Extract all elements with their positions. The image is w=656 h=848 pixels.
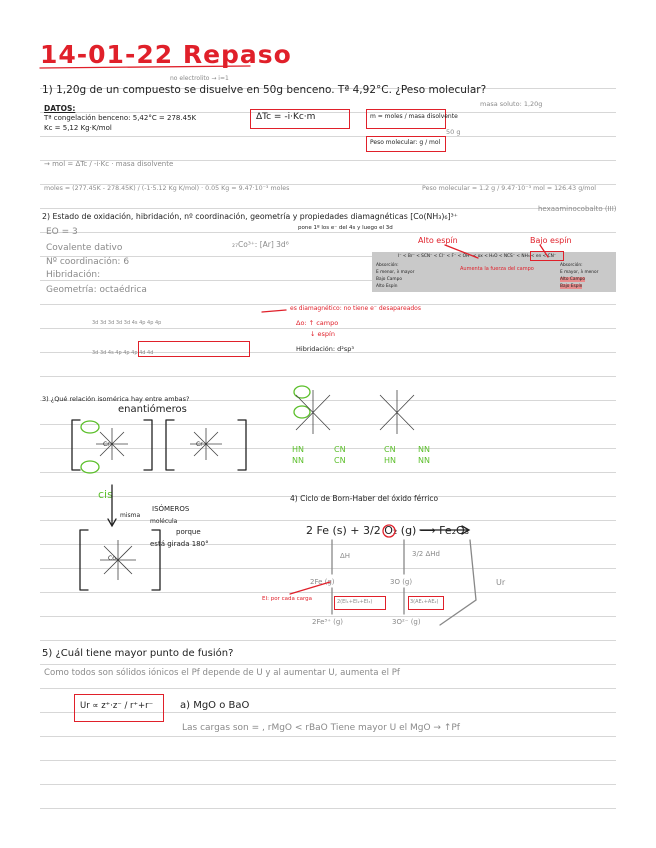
- q4-reaction: 2 Fe (s) + 3/2 O₂ (g) ⟶ Fe₂O₃: [306, 524, 470, 537]
- q4-fe-gas: 2Fe (g): [310, 578, 335, 586]
- title-underline: [40, 66, 250, 68]
- orbital-row-1: 3d 3d 3d 3d 3d 4s 4p 4p 4p: [92, 320, 162, 326]
- q4-ae-sum: 3(AE₁+AE₂): [410, 599, 439, 605]
- q2-hibridacion: Hibridación:: [46, 270, 101, 280]
- q1-pm-line: Peso molecular = 1.2 g / 9.47·10⁻³ mol = 126.43 g/mol: [422, 185, 597, 192]
- ligand-cn-2: CN: [334, 456, 346, 465]
- left-list-4: Alto Espín: [376, 284, 398, 289]
- left-list-2: E menor, λ mayor: [376, 270, 415, 275]
- green-circle-1: [81, 421, 99, 433]
- delta-2: ↓ espín: [310, 330, 335, 338]
- q4-o2: 3O²⁻ (g): [392, 618, 421, 626]
- ligand-nn-3: NN: [418, 456, 430, 465]
- q4-fe3: 2Fe³⁺ (g): [312, 618, 344, 626]
- right-list-3: Alto Campo: [560, 277, 585, 282]
- bracket-right-1: [144, 420, 152, 470]
- isomers-label: ISÓMEROS: [152, 505, 190, 513]
- porque-label: porque: [176, 528, 201, 536]
- config-arrow: [262, 310, 286, 312]
- left-list-1: Absorción:: [376, 263, 399, 268]
- bracket-right-2: [238, 420, 246, 470]
- octahedron-1: [96, 428, 128, 460]
- octahedron-3: [100, 540, 136, 580]
- right-list-4: Bajo Espín: [560, 284, 583, 289]
- green-circle-3: [294, 386, 310, 398]
- q4-o-gas: 3O (g): [390, 578, 413, 586]
- q1-moles-line: moles = (277.45K - 278.45K) / (-1·5.12 Kg K/mol) · 0.05 Kg = 9.47·10⁻³ moles: [44, 185, 290, 192]
- bracket-left-1: [72, 420, 80, 470]
- q5-option: a) MgO o BaO: [180, 700, 250, 711]
- q4-question: 4) Ciclo de Born-Haber del óxido férrico: [290, 494, 439, 503]
- series-center-label: Aumenta la fuerza del campo: [460, 266, 534, 272]
- metal-label-1: Cr: [103, 441, 110, 448]
- q1-annotation: no electrolito → i=1: [170, 75, 229, 82]
- bh-arrow-ur: [440, 540, 476, 625]
- q5-text-1: Como todos son sólidos iónicos el Pf depende de U y al aumentar U, aumenta el Pf: [44, 668, 400, 678]
- ligand-hn-1: HN: [292, 445, 304, 454]
- bracket-left-2: [166, 420, 174, 470]
- q2-geometria: Geometría: octaédrica: [46, 285, 147, 295]
- q1-datos-label: DATOS:: [44, 104, 76, 113]
- girada-label: está girada 180°: [150, 540, 209, 548]
- bajo-espin-arrow: [540, 245, 548, 257]
- q2-question: 2) Estado de oxidación, hibridación, nº coordinación, geometría y propiedades diamagnéticas [Co(NH₃)₆]³⁺: [42, 212, 458, 221]
- diamagnetic-note: es diamagnético: no tiene e⁻ desapareados: [290, 305, 421, 312]
- peso-molecular-formula: Peso molecular: g / mol: [370, 139, 441, 146]
- q1-dato-1: Tª congelación benceno: 5,42°C = 278.45K: [44, 114, 197, 122]
- q5-formula: Ur ∝ z⁺·z⁻ / r⁺+r⁻: [80, 701, 154, 711]
- formula-m: m = moles / masa disolvente: [370, 113, 458, 120]
- alto-espin-arrow: [445, 245, 478, 258]
- q4-dh: ΔH: [340, 552, 351, 560]
- q2-eo: EO = 3: [46, 227, 78, 237]
- q2-covalent: Covalente dativo: [46, 243, 123, 253]
- ei-arrow: [290, 582, 330, 594]
- q4-ei-note: EI: por cada carga: [262, 596, 312, 602]
- delta-1: Δo: ↑ campo: [296, 319, 339, 327]
- formula-tc: ΔTc = -i·Kc·m: [256, 112, 316, 122]
- octahedron-5: [380, 390, 414, 434]
- bracket-right-3: [152, 530, 160, 590]
- ligand-nn-1: NN: [292, 456, 304, 465]
- bracket-left-3: [80, 530, 88, 590]
- left-list-3: Bajo Campo: [376, 277, 402, 282]
- q4-ur: Ur: [496, 578, 506, 587]
- red-circle-o2: [383, 525, 395, 537]
- metal-label-2: Cr: [196, 441, 203, 448]
- green-circle-2: [81, 461, 99, 473]
- ligand-cn-3: CN: [384, 445, 396, 454]
- q4-dh-d: 3/2 ΔHd: [412, 550, 440, 558]
- page-title: 14-01-22 Repaso: [40, 40, 292, 69]
- spectrochemical-series: I⁻ < Br⁻ < SCN⁻ < Cl⁻ < F⁻ < OH⁻ < ox < H₂O < NCS⁻ < NH₃ < en < CN⁻: [398, 254, 557, 259]
- green-circle-4: [294, 406, 310, 418]
- masa-disolvente: 50 g: [446, 128, 461, 136]
- alto-espin-label: Alto espín: [418, 236, 458, 245]
- q2-ncoord: Nº coordinación: 6: [46, 257, 130, 267]
- q5-question: 5) ¿Cuál tiene mayor punto de fusión?: [42, 648, 234, 659]
- molecula-label: molécula: [150, 518, 178, 525]
- q1-dato-2: Kc = 5,12 Kg·K/mol: [44, 124, 112, 132]
- q2-complex-name: hexaaminocobalto (III): [538, 205, 617, 213]
- metal-label-3: Co: [108, 555, 116, 562]
- cis-label: cis: [98, 488, 113, 501]
- right-list-1: Absorción:: [560, 263, 583, 268]
- q2-pone-note: pone 1º los e⁻ del 4s y luego el 3d: [298, 225, 393, 231]
- q3-question: 3) ¿Qué relación isomérica hay entre ambas?: [42, 395, 190, 403]
- ligand-hn-2: HN: [384, 456, 396, 465]
- q1-question: 1) 1,20g de un compuesto se disuelve en 50g benceno. Tª 4,92°C. ¿Peso molecular?: [42, 84, 487, 96]
- misma-label: misma: [120, 512, 141, 519]
- ligand-nn-2: NN: [418, 445, 430, 454]
- q4-ei-sum: 2(EI₁+EI₂+EI₃): [337, 599, 373, 605]
- q2-config: ₂₇Co³⁺: [Ar] 3d⁶: [232, 240, 289, 249]
- ligand-cn-1: CN: [334, 445, 346, 454]
- q5-text-2: Las cargas son = , rMgO < rBaO Tiene mayor U el MgO → ↑Pf: [182, 723, 460, 733]
- bajo-espin-label: Bajo espín: [530, 236, 572, 245]
- hibridacion-result: Hibridación: d²sp³: [296, 345, 354, 353]
- q1-mol-line: → mol = ΔTc / -i·Kc · masa disolvente: [44, 160, 174, 168]
- masa-soluto: masa soluto: 1,20g: [480, 100, 543, 108]
- octahedron-4: [296, 390, 330, 434]
- orbital-row-2: 3d 3d 4s 4p 4p 4p 4d 4d: [92, 350, 154, 356]
- enantiomers-label: enantiómeros: [118, 404, 187, 415]
- octahedron-2: [190, 428, 222, 460]
- right-list-2: E mayor, λ menor: [560, 270, 599, 275]
